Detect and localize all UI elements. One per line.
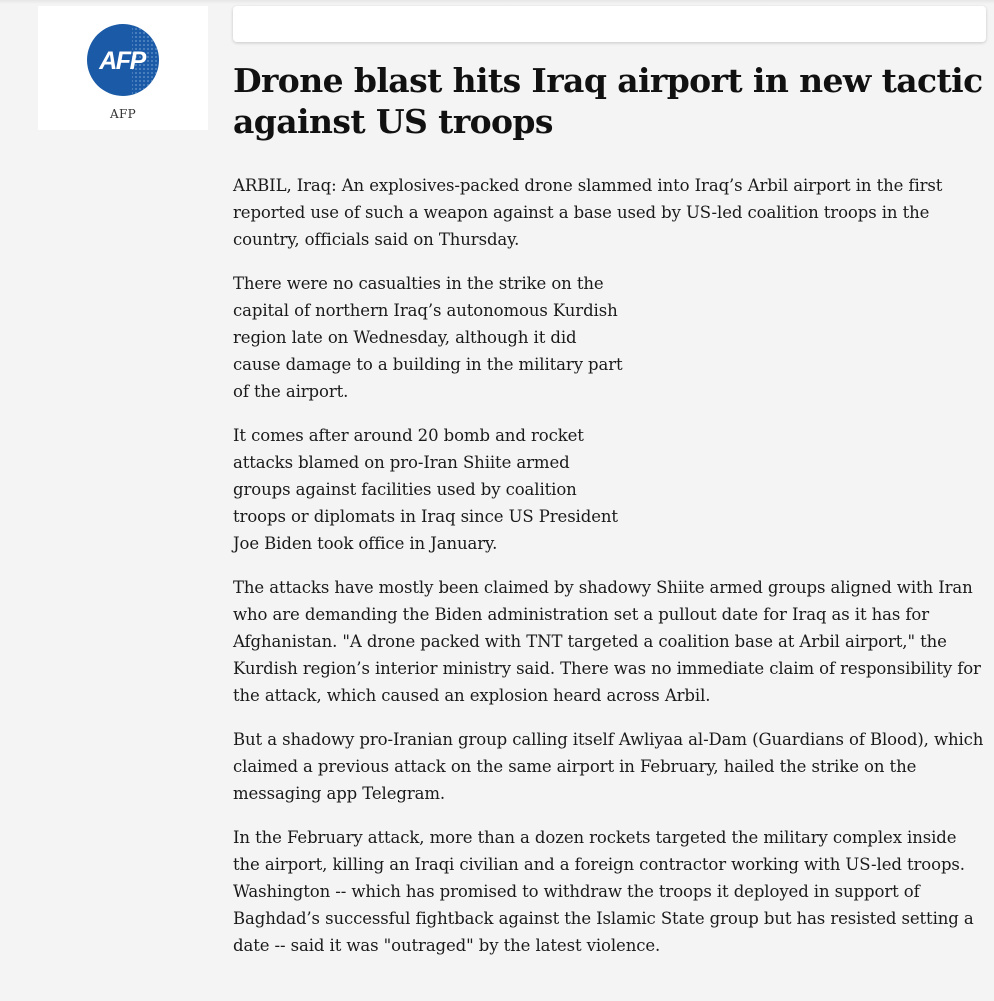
article-headline: Drone blast hits Iraq airport in new tactic against US troops <box>233 61 983 141</box>
article-paragraph: ARBIL, Iraq: An explosives-packed drone slammed into Iraq’s Arbil airport in the first reported use of such a weapon against a base used by US-led coalition troops in the country, officials said on Thursday. <box>233 176 943 249</box>
article-paragraph: The attacks have mostly been claimed by shadowy Shiite armed groups aligned with Iran who are demanding the Biden administration set a pullout date for Iraq as it has for Afghanistan. "A drone packed with TNT targeted a coalition base at Arbil airport," the Kurdish region’s interior ministry said. There was no immediate claim of responsibility for the attack, which caused an explosion heard across Arbil. <box>233 578 981 705</box>
article-paragraph: There were no casualties in the strike on the capital of northern Iraq’s autonomous Kurdish region late on Wednesday, although it did cause damage to a building in the military part of the airport. <box>233 274 623 401</box>
top-edge-shadow <box>0 0 994 4</box>
source-name: AFP <box>110 107 136 121</box>
article-body <box>233 172 985 976</box>
top-bar <box>233 6 986 42</box>
article-paragraph: But a shadowy pro-Iranian group calling itself Awliyaa al-Dam (Guardians of Blood), which claimed a previous attack on the same airport in February, hailed the strike on the messaging app Telegram. <box>233 730 984 803</box>
source-card[interactable] <box>38 6 208 130</box>
afp-logo-icon <box>86 23 160 97</box>
svg-text:AFP: AFP <box>99 47 145 75</box>
article-paragraph: It comes after around 20 bomb and rocket attacks blamed on pro-Iran Shiite armed groups against facilities used by coalition troops or diplomats in Iraq since US President Joe Biden took office in January. <box>233 426 618 553</box>
article-paragraph: In the February attack, more than a dozen rockets targeted the military complex inside the airport, killing an Iraqi civilian and a foreign contractor working with US-led troops. Washington -- which has promised to withdraw the troops it deployed in support of Baghdad’s successful fightback against the Islamic State group but has resisted setting a date -- said it was "outraged" by the latest violence. <box>233 828 974 955</box>
